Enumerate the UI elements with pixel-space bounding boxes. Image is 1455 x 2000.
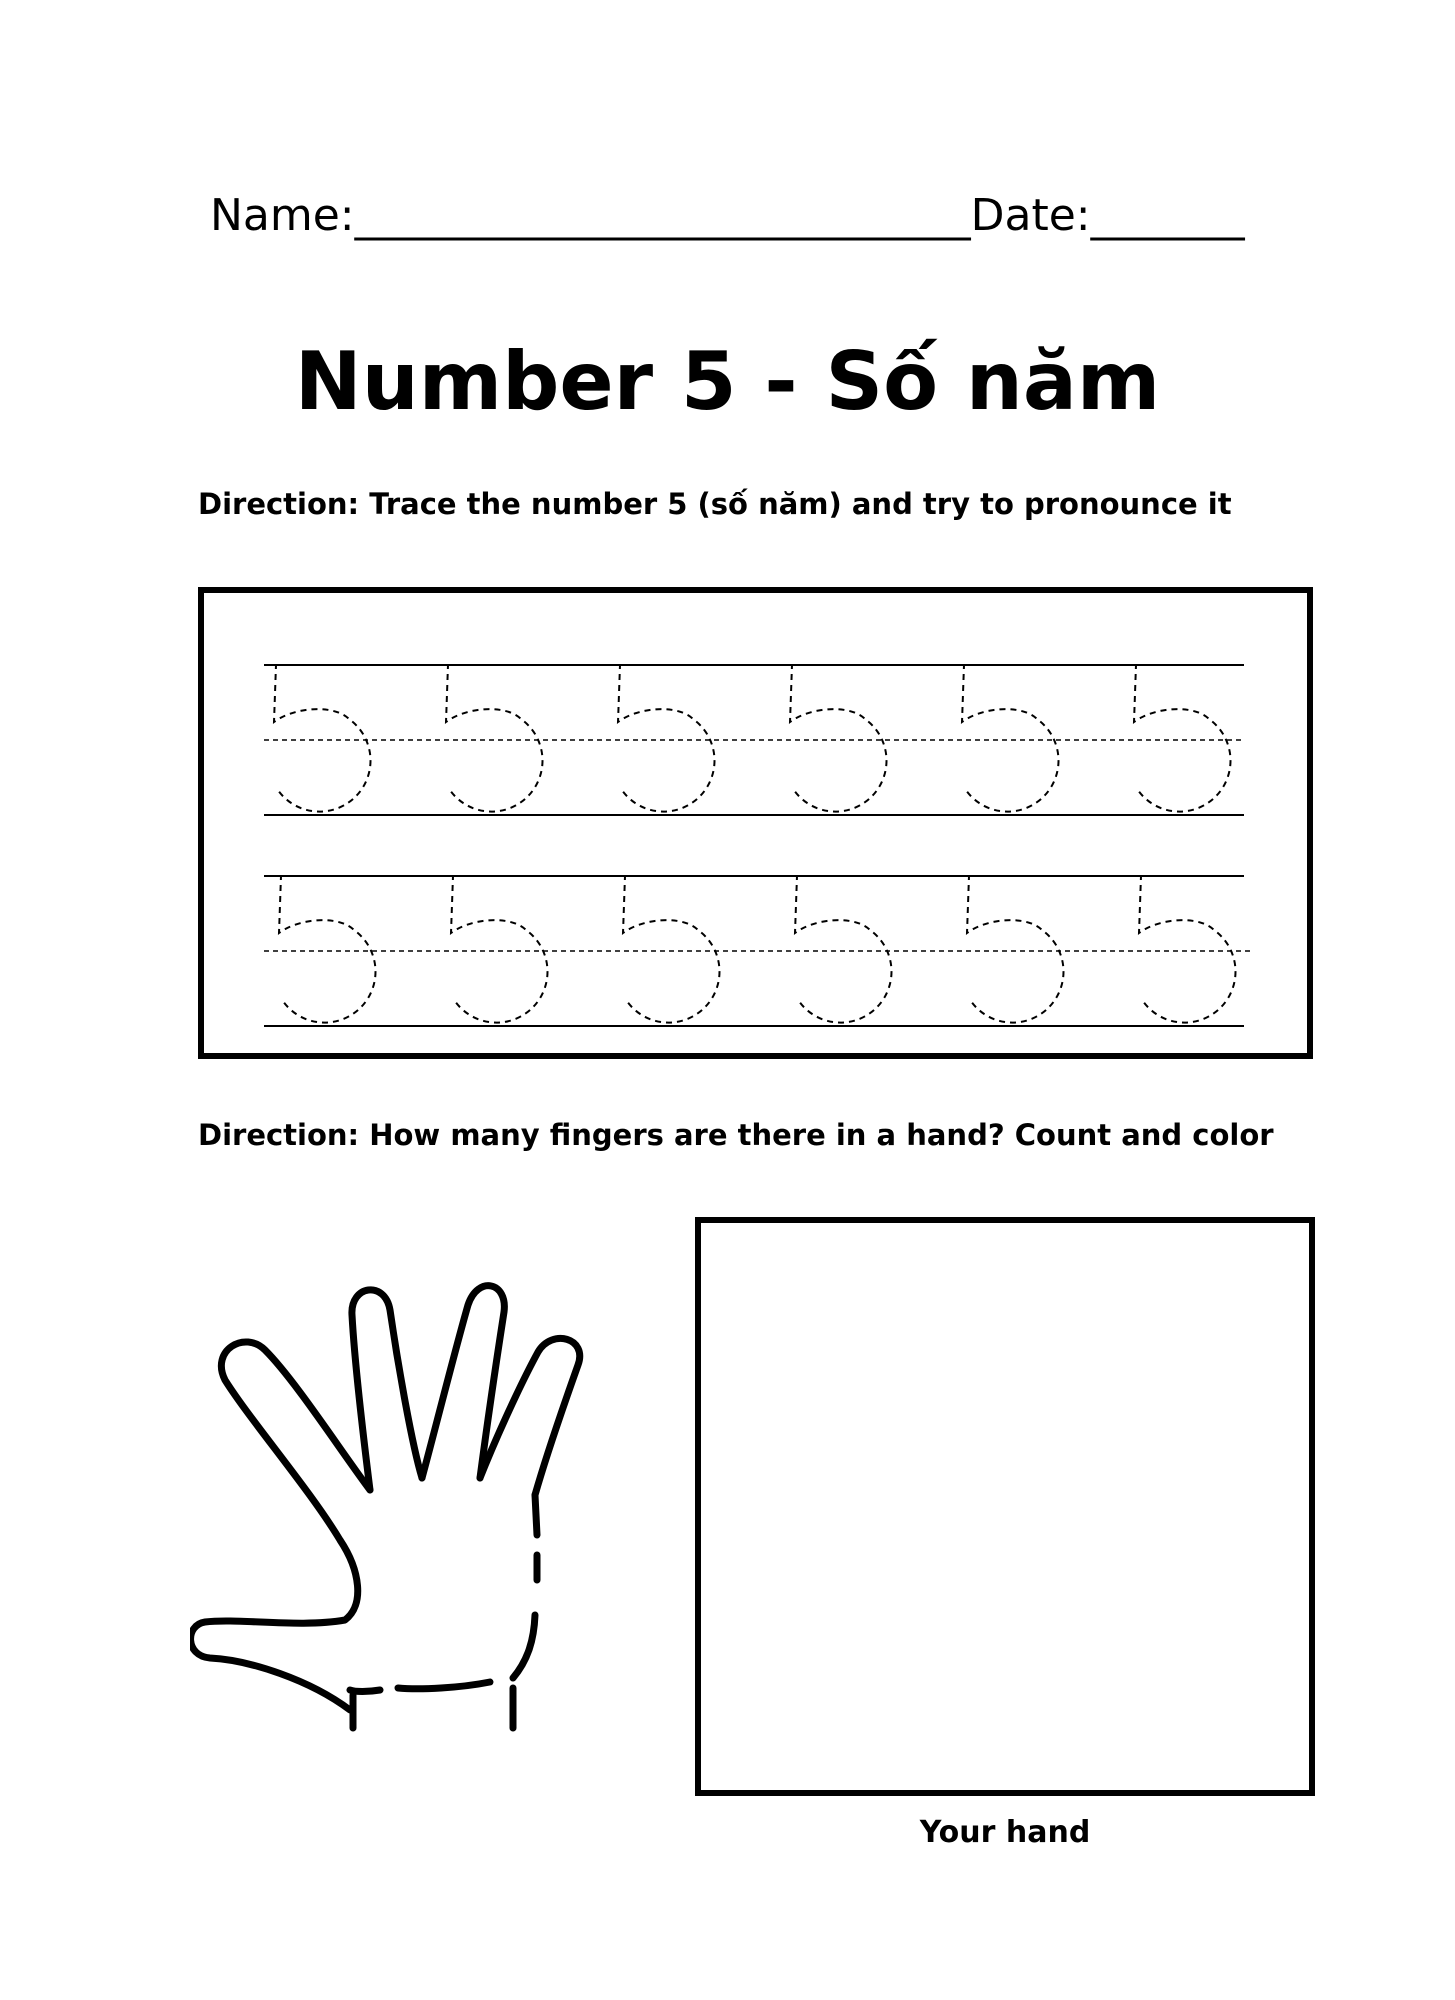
trace-digit-5[interactable] [274,665,370,812]
hand-outline-icon [190,1250,680,1770]
trace-digit-5[interactable] [1139,876,1235,1023]
trace-row-2 [279,876,1235,1023]
trace-digit-5[interactable] [1134,665,1230,812]
drawing-area-label: Your hand [919,1815,1091,1850]
page-title: Number 5 - Số năm [294,335,1161,428]
drawing-area[interactable] [695,1217,1315,1796]
count-direction: Direction: How many fingers are there in a hand? Count and color [198,1118,1274,1152]
tracing-box[interactable] [198,587,1313,1059]
trace-direction: Direction: Trace the number 5 (số năm) and try to pronounce it [198,487,1232,521]
tracing-lines [204,593,1307,1053]
trace-digit-5[interactable] [446,665,542,812]
trace-digit-5[interactable] [967,876,1063,1023]
trace-digit-5[interactable] [795,876,891,1023]
trace-row-1 [274,665,1230,812]
name-date-line[interactable]: Name:____________________________Date:_______ [210,190,1245,241]
trace-digit-5[interactable] [790,665,886,812]
trace-digit-5[interactable] [618,665,714,812]
trace-digit-5[interactable] [451,876,547,1023]
trace-digit-5[interactable] [279,876,375,1023]
trace-digit-5[interactable] [623,876,719,1023]
trace-digit-5[interactable] [962,665,1058,812]
